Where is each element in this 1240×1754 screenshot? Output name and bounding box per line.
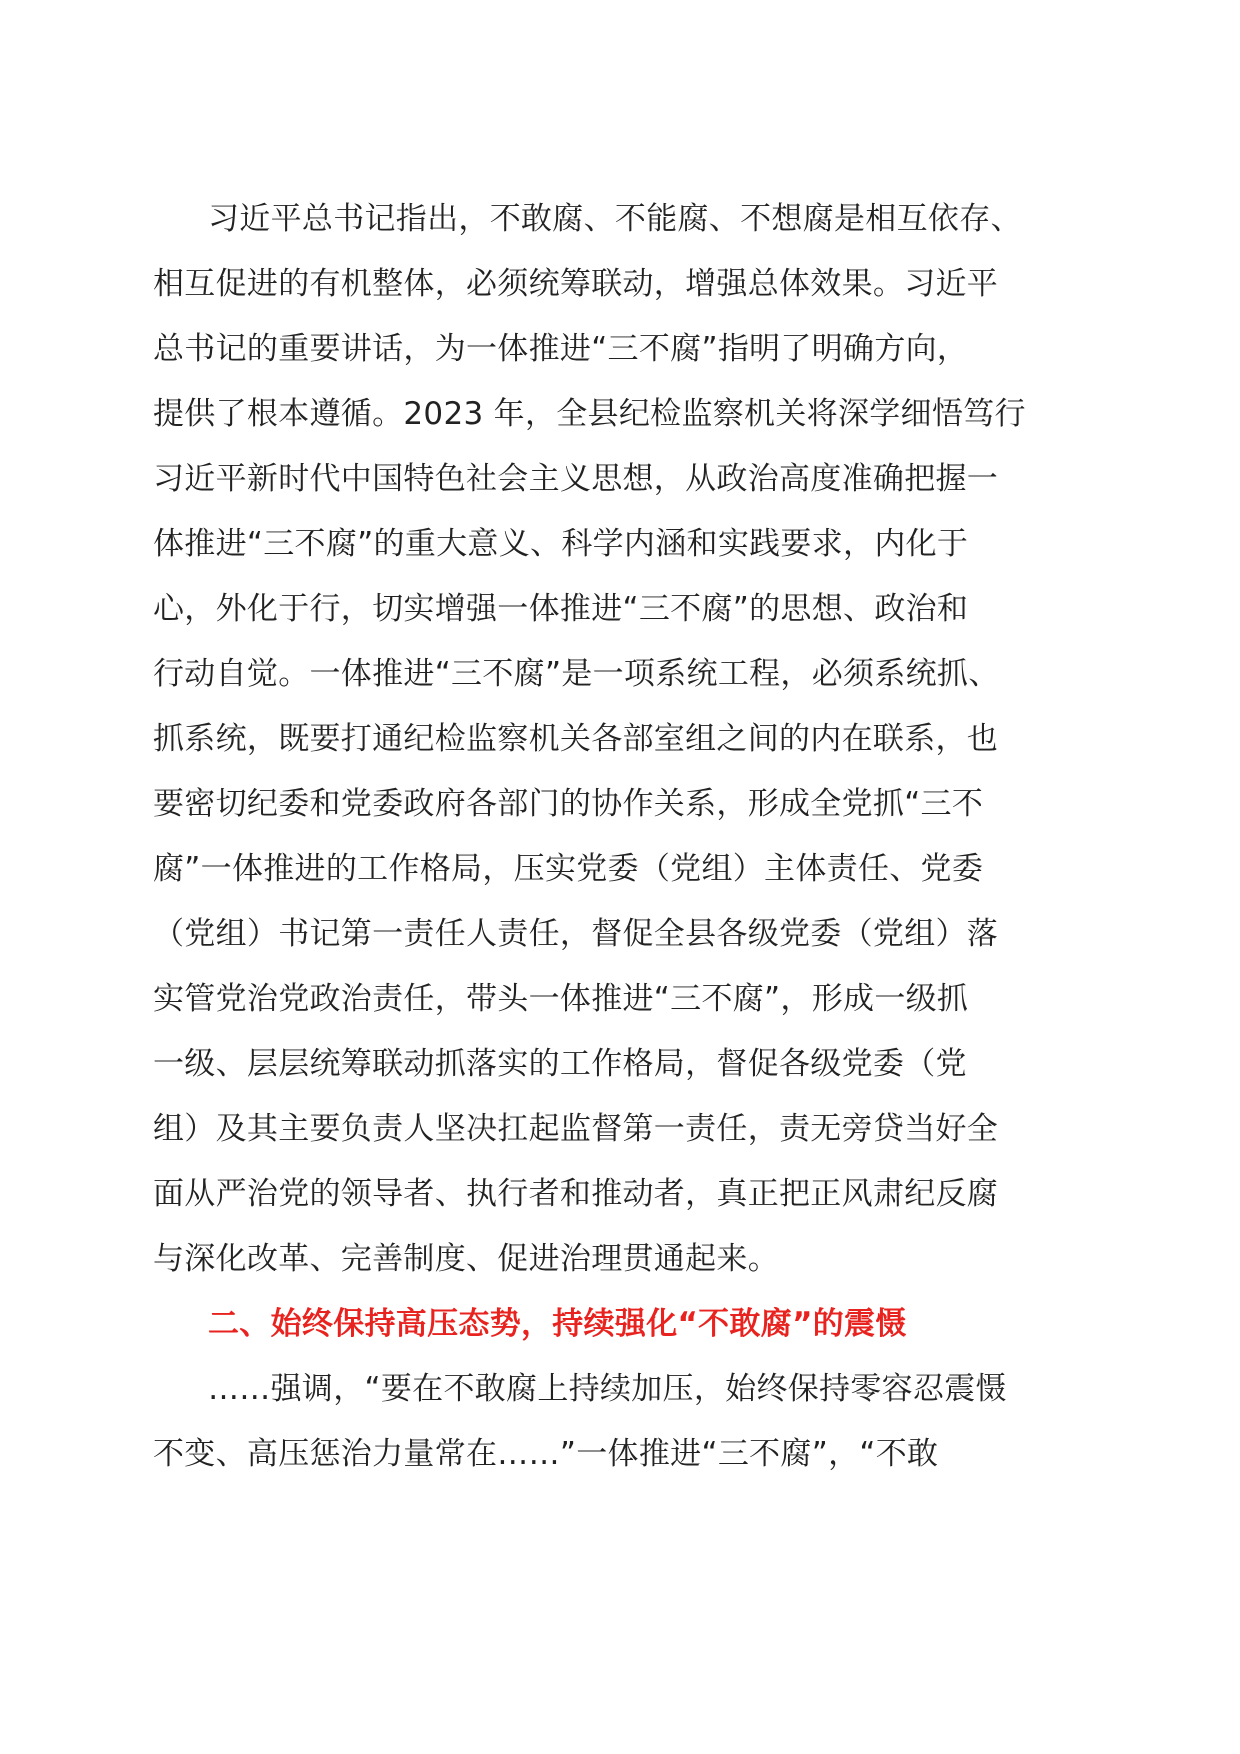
document-body bbox=[153, 187, 1093, 1487]
paragraph-line: 相互促进的有机整体，必须统筹联动，增强总体效果。习近平 bbox=[153, 266, 999, 302]
paragraph-2 bbox=[153, 1357, 1093, 1487]
paragraph-line: 腐”一体推进的工作格局，压实党委（党组）主体责任、党委 bbox=[153, 851, 984, 887]
paragraph-line: 组）及其主要负责人坚决扛起监督第一责任，责无旁贷当好全 bbox=[153, 1111, 999, 1147]
paragraph-line: 面从严治党的领导者、执行者和推动者，真正把正风肃纪反腐 bbox=[153, 1176, 999, 1212]
paragraph-line: 要密切纪委和党委政府各部门的协作关系，形成全党抓“三不 bbox=[153, 786, 984, 822]
paragraph-line: 不变、高压惩治力量常在……”一体推进“三不腐”，“不敢 bbox=[153, 1436, 939, 1472]
paragraph-line: 心，外化于行，切实增强一体推进“三不腐”的思想、政治和 bbox=[153, 591, 969, 627]
paragraph-line: ……强调，“要在不敢腐上持续加压，始终保持零容忍震慑 bbox=[208, 1371, 1007, 1407]
paragraph-1 bbox=[153, 187, 1093, 1292]
paragraph-line: 习近平新时代中国特色社会主义思想，从政治高度准确把握一 bbox=[153, 461, 999, 497]
paragraph-line: 与深化改革、完善制度、促进治理贯通起来。 bbox=[153, 1241, 779, 1277]
paragraph-line: 习近平总书记指出，不敢腐、不能腐、不想腐是相互依存、 bbox=[208, 201, 1022, 237]
paragraph-line: 实管党治党政治责任，带头一体推进“三不腐”，形成一级抓 bbox=[153, 981, 969, 1017]
paragraph-line: 行动自觉。一体推进“三不腐”是一项系统工程，必须系统抓、 bbox=[153, 656, 1000, 692]
paragraph-line: 总书记的重要讲话，为一体推进“三不腐”指明了明确方向， bbox=[153, 331, 969, 367]
paragraph-line: （党组）书记第一责任人责任，督促全县各级党委（党组）落 bbox=[153, 916, 999, 952]
paragraph-line: 抓系统，既要打通纪检监察机关各部室组之间的内在联系，也 bbox=[153, 721, 999, 757]
paragraph-line: 一级、层层统筹联动抓落实的工作格局，督促各级党委（党 bbox=[153, 1046, 967, 1082]
paragraph-line: 提供了根本遵循。2023 年，全县纪检监察机关将深学细悟笃行 bbox=[153, 396, 1026, 432]
section-heading: 二、始终保持高压态势，持续强化“不敢腐”的震慑 bbox=[208, 1306, 907, 1342]
paragraph-line: 体推进“三不腐”的重大意义、科学内涵和实践要求，内化于 bbox=[153, 526, 969, 562]
